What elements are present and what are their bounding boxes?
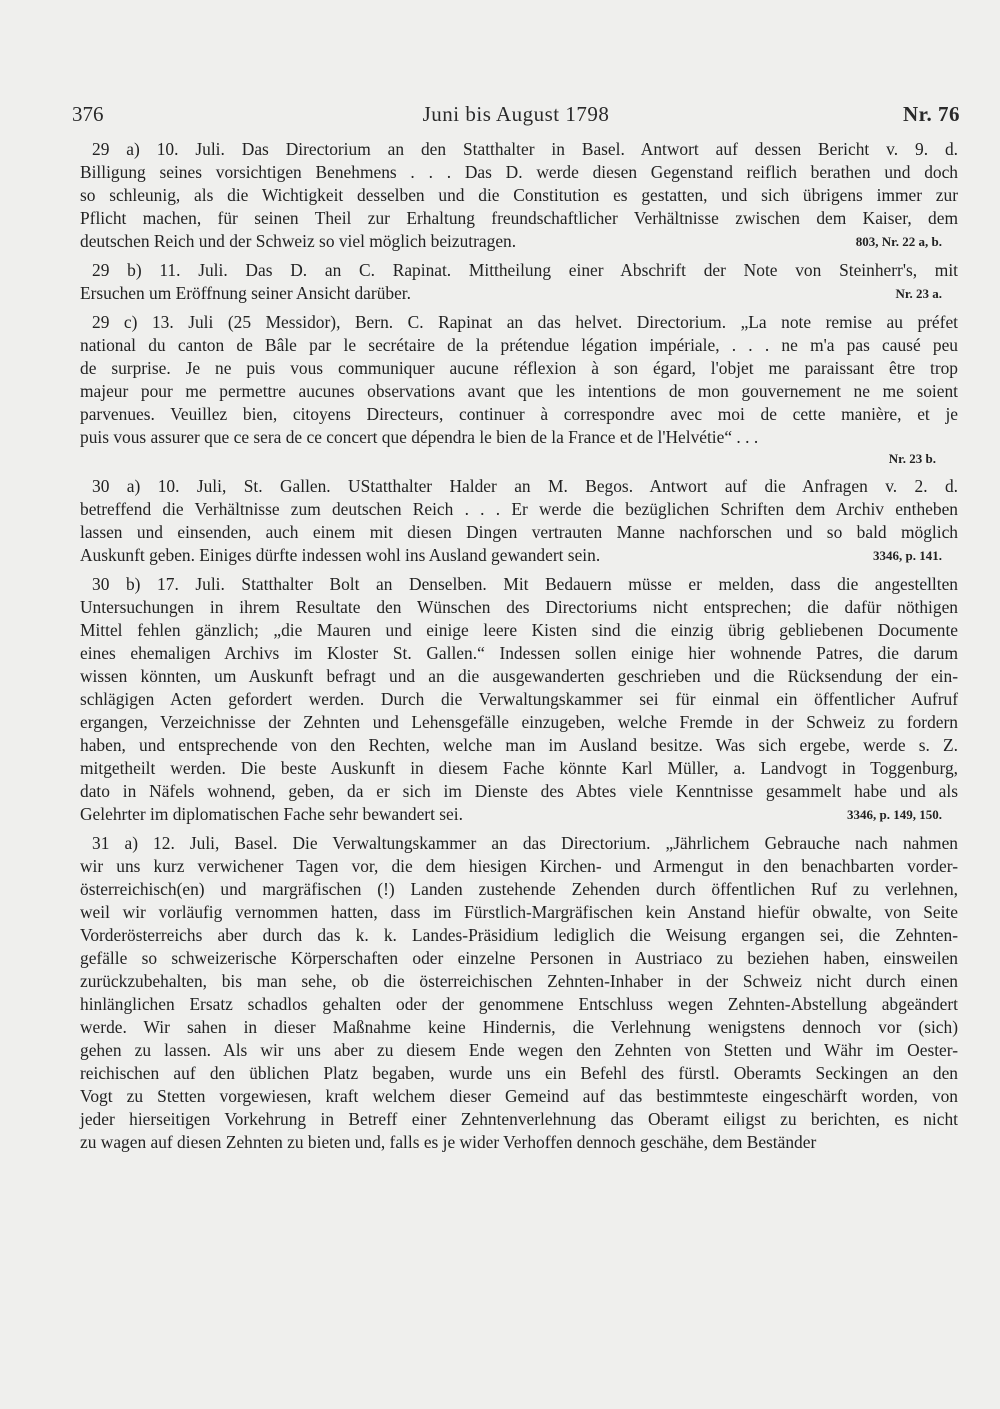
text-line: betreffend die Verhältnisse zum deutschen Reich . . . Er werde die bezüglichen Schriften dem Archiv entheben (80, 499, 958, 519)
text-line: mitgetheilt werden. Die beste Auskunft in diesem Fache könnte Karl Müller, a. Landvogt in Toggenburg, (80, 758, 958, 778)
text-line: österreichisch(en) und margräfischen (!) Landen zustehende Zehenden durch öffentlichen Ruf zu verlehnen, (80, 879, 958, 899)
text-line: 31 a) 12. Juli, Basel. Die Verwaltungskammer an das Directorium. „Jährlichem Gebrauche nach nahmen (92, 833, 958, 853)
page-number: 376 (72, 102, 104, 126)
text-line: Vogt zu Stetten vorgewiesen, kraft welchem dieser Gemeind auf das bestimmteste eingeschärft worden, von (80, 1086, 958, 1106)
text-line: schlägigen Acten gefordert werden. Durch die Verwaltungskammer sei für einmal ein öffentlicher Aufruf (80, 689, 958, 709)
text-line: lassen und einsenden, auch einem mit diesen Dingen vertrauten Manne nachforschen und so bald möglich (80, 522, 958, 542)
text-line: Billigung seines vorsichtigen Benehmens . . . Das D. werde diesen Gegenstand reiflich berathen und doch (80, 162, 958, 182)
text-line: national du canton de Bâle par le secrétaire de la prétendue légation impériale, . . . ne m'a pas causé peu (80, 335, 958, 355)
text-line: ergangen, Verzeichnisse der Zehnten und Lehensgefälle einzugeben, welche Fremde in der Schweiz zu fordern (80, 712, 958, 732)
document-entry (80, 138, 958, 253)
source-reference: 3346, p. 149, 150. (847, 807, 942, 822)
text-line: majeur pour me permettre aucunes observations avant que les intentions de mon gouvernement ne me soient (80, 381, 958, 401)
text-line-content: Auskunft geben. Einiges dürfte indessen wohl ins Ausland gewandert sein. (80, 545, 601, 565)
running-title: Juni bis August 1798 (422, 102, 610, 126)
source-reference: 803, Nr. 22 a, b. (855, 234, 942, 249)
text-line: hinlänglichen Ersatz schadlos gehalten oder der genommene Entschluss wegen Zehnten-Abstellung abgeändert (80, 994, 958, 1014)
text-line: Pflicht machen, für seinen Theil zur Erhaltung freundschaftlicher Verhältnisse zwischen dem Kaiser, dem (80, 208, 958, 228)
text-line: eines ehemaligen Archivs im Kloster St. Gallen.“ Indessen sollen einige hier wohnende Patres, die darum (80, 643, 958, 663)
text-line: de surprise. Je ne puis vous communiquer aucune réflexion à son égard, l'objet me paraissant être trop (80, 358, 958, 378)
source-reference: Nr. 23 b. (888, 451, 936, 466)
text-line: puis vous assurer que ce sera de ce concert que dépendra le bien de la France et de l'Helvétie“ . . . (80, 427, 759, 447)
text-line-content: Ersuchen um Eröffnung seiner Ansicht darüber. (80, 283, 411, 303)
text-line: 29 c) 13. Juli (25 Messidor), Bern. C. Rapinat an das helvet. Directorium. „La note remise au préfet (92, 312, 958, 332)
text-line (80, 230, 958, 253)
text-line: 30 b) 17. Juli. Statthalter Bolt an Denselben. Mit Bedauern müsse er melden, dass die angestellten (92, 574, 958, 594)
text-line: wissen könnten, um Auskunft befragt und an die ausgewanderten geschrieben und die Rücksendung der ein- (80, 666, 958, 686)
text-line: gefälle so schweizerische Körperschaften oder einzelne Personen in Austriaco zu beziehen haben, einsweilen (80, 948, 958, 968)
document-entry (80, 259, 958, 305)
text-line: dato in Näfels wohnend, geben, da er sich im Dienste des Abtes viele Kenntnisse gesammelt habe und als (80, 781, 958, 801)
text-line: zu wagen auf diesen Zehnten zu bieten und, falls es je wider Verhoffen dennoch geschähe, dem Beständer (80, 1132, 817, 1152)
text-line: Vorderösterreichs aber durch das k. k. Landes-Präsidium lediglich die Weisung ergangen sei, die Zehnten- (80, 925, 958, 945)
document-entry (80, 311, 958, 469)
text-line: gehen zu lassen. Als wir uns aber zu diesem Ende wegen den Zehnten von Stetten und Währ im Oester- (80, 1040, 958, 1060)
text-line: jeder hierseitigen Vorkehrung in Betreff einer Zehntenverlehnung das Oberamt eiligst zu berichten, es nicht (80, 1109, 958, 1129)
page-header (72, 99, 960, 129)
text-line: reichischen auf den üblichen Platz begaben, wurde uns ein Befehl des fürstl. Oberamts Seckingen an den (80, 1063, 958, 1083)
text-line: so schleunig, als die Wichtigkeit desselben und die Constitution es gestatten, und sich übrigens immer zur (80, 185, 958, 205)
document-entry (80, 475, 958, 567)
text-line-content: Gelehrter im diplomatischen Fache sehr bewandert sei. (80, 804, 463, 824)
text-line: werde. Wir sahen in dieser Maßnahme keine Hindernis, die Verlehnung wenigstens dennoch vor (sich) (80, 1017, 958, 1037)
text-line (80, 544, 958, 567)
source-reference: Nr. 23 a. (895, 286, 942, 301)
document-body (80, 138, 958, 1160)
text-line: 29 b) 11. Juli. Das D. an C. Rapinat. Mittheilung einer Abschrift der Note von Steinherr's, mit (92, 260, 958, 280)
text-line: 29 a) 10. Juli. Das Directorium an den Statthalter in Basel. Antwort auf dessen Bericht v. 9. d. (92, 139, 958, 159)
text-line (80, 803, 958, 826)
text-line: wir uns kurz verwichener Tagen vor, die dem hiesigen Kirchen- und Armengut in den benachbarten vorder- (80, 856, 958, 876)
text-line: 30 a) 10. Juli, St. Gallen. UStatthalter Halder an M. Begos. Antwort auf die Anfragen v. 2. d. (92, 476, 958, 496)
document-entry (80, 573, 958, 826)
text-line: parvenues. Veuillez bien, citoyens Directeurs, continuer à correspondre avec moi de cette manière, et je (80, 404, 958, 424)
section-number: Nr. 76 (902, 102, 960, 126)
text-line-content: deutschen Reich und der Schweiz so viel möglich beizutragen. (80, 231, 517, 251)
source-reference: 3346, p. 141. (873, 548, 942, 563)
text-line: Mittel fehlen gänzlich; „die Mauren und einige leere Kisten sind die einzig übrig gebliebenen Documente (80, 620, 958, 640)
text-line: weil wir vorläufig vernommen hatten, dass im Fürstlich-Margräfischen kein Anstand hiefür obwalte, von Seite (80, 902, 958, 922)
text-line (80, 282, 958, 305)
text-line: Untersuchungen in ihrem Resultate den Wünschen des Directoriums nicht entsprechen; die dafür nöthigen (80, 597, 958, 617)
text-line: zurückzubehalten, bis man sehe, ob die österreichischen Zehnten-Inhaber in der Schweiz nicht durch einen (80, 971, 958, 991)
text-line: haben, und entsprechende von den Rechten, welche man im Ausland besitze. Was sich ergebe, werde s. Z. (80, 735, 958, 755)
document-entry (80, 832, 958, 1154)
